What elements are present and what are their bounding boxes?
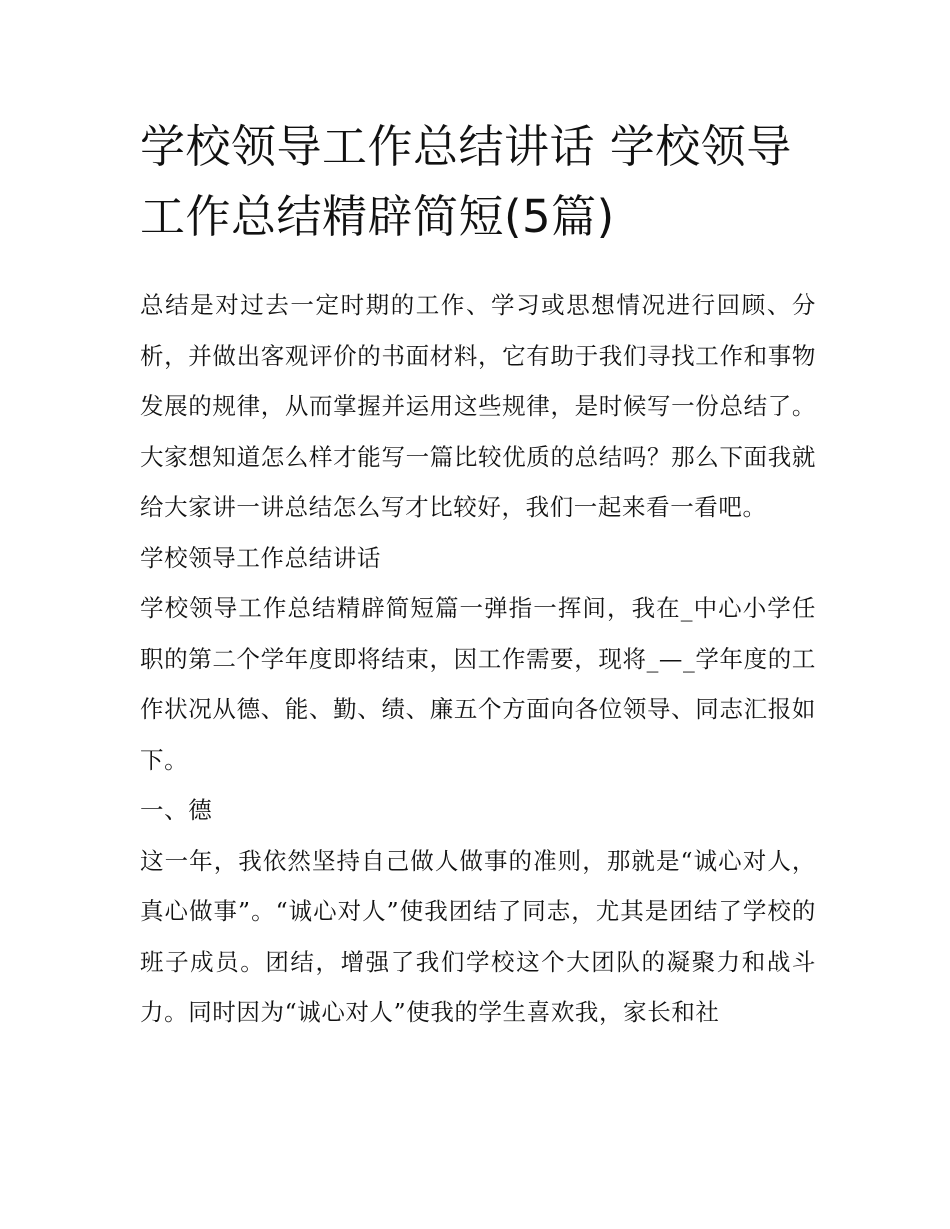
document-body [140,280,816,1038]
section-heading-de: 一、德 [140,796,213,824]
document-title: 学校领导工作总结讲话 学校领导工作总结精辟简短(5篇) [140,120,792,243]
subtitle-heading: 学校领导工作总结讲话 [140,543,381,572]
body-paragraph-2: 这一年，我依然坚持自己做人做事的准则，那就是“诚心对人，真心做事”。“诚心对人”使我团结了同志，尤其是团结了学校的班子成员。团结，增强了我们学校这个大团队的凝聚力和战斗力。同时因为“诚心对人”使我的学生喜欢我，家长和社 [140,846,816,1026]
body-paragraph-1: 学校领导工作总结精辟简短篇一弹指一挥间，我在_中心小学任职的第二个学年度即将结束，因工作需要，现将_—_学年度的工作状况从德、能、勤、绩、廉五个方面向各位领导、同志汇报如下。 [140,594,816,774]
intro-paragraph: 总结是对过去一定时期的工作、学习或思想情况进行回顾、分析，并做出客观评价的书面材料，它有助于我们寻找工作和事物发展的规律，从而掌握并运用这些规律，是时候写一份总结了。大家想知道怎么样才能写一篇比较优质的总结吗？那么下面我就给大家讲一讲总结怎么写才比较好，我们一起来看一看吧。 [140,291,816,521]
